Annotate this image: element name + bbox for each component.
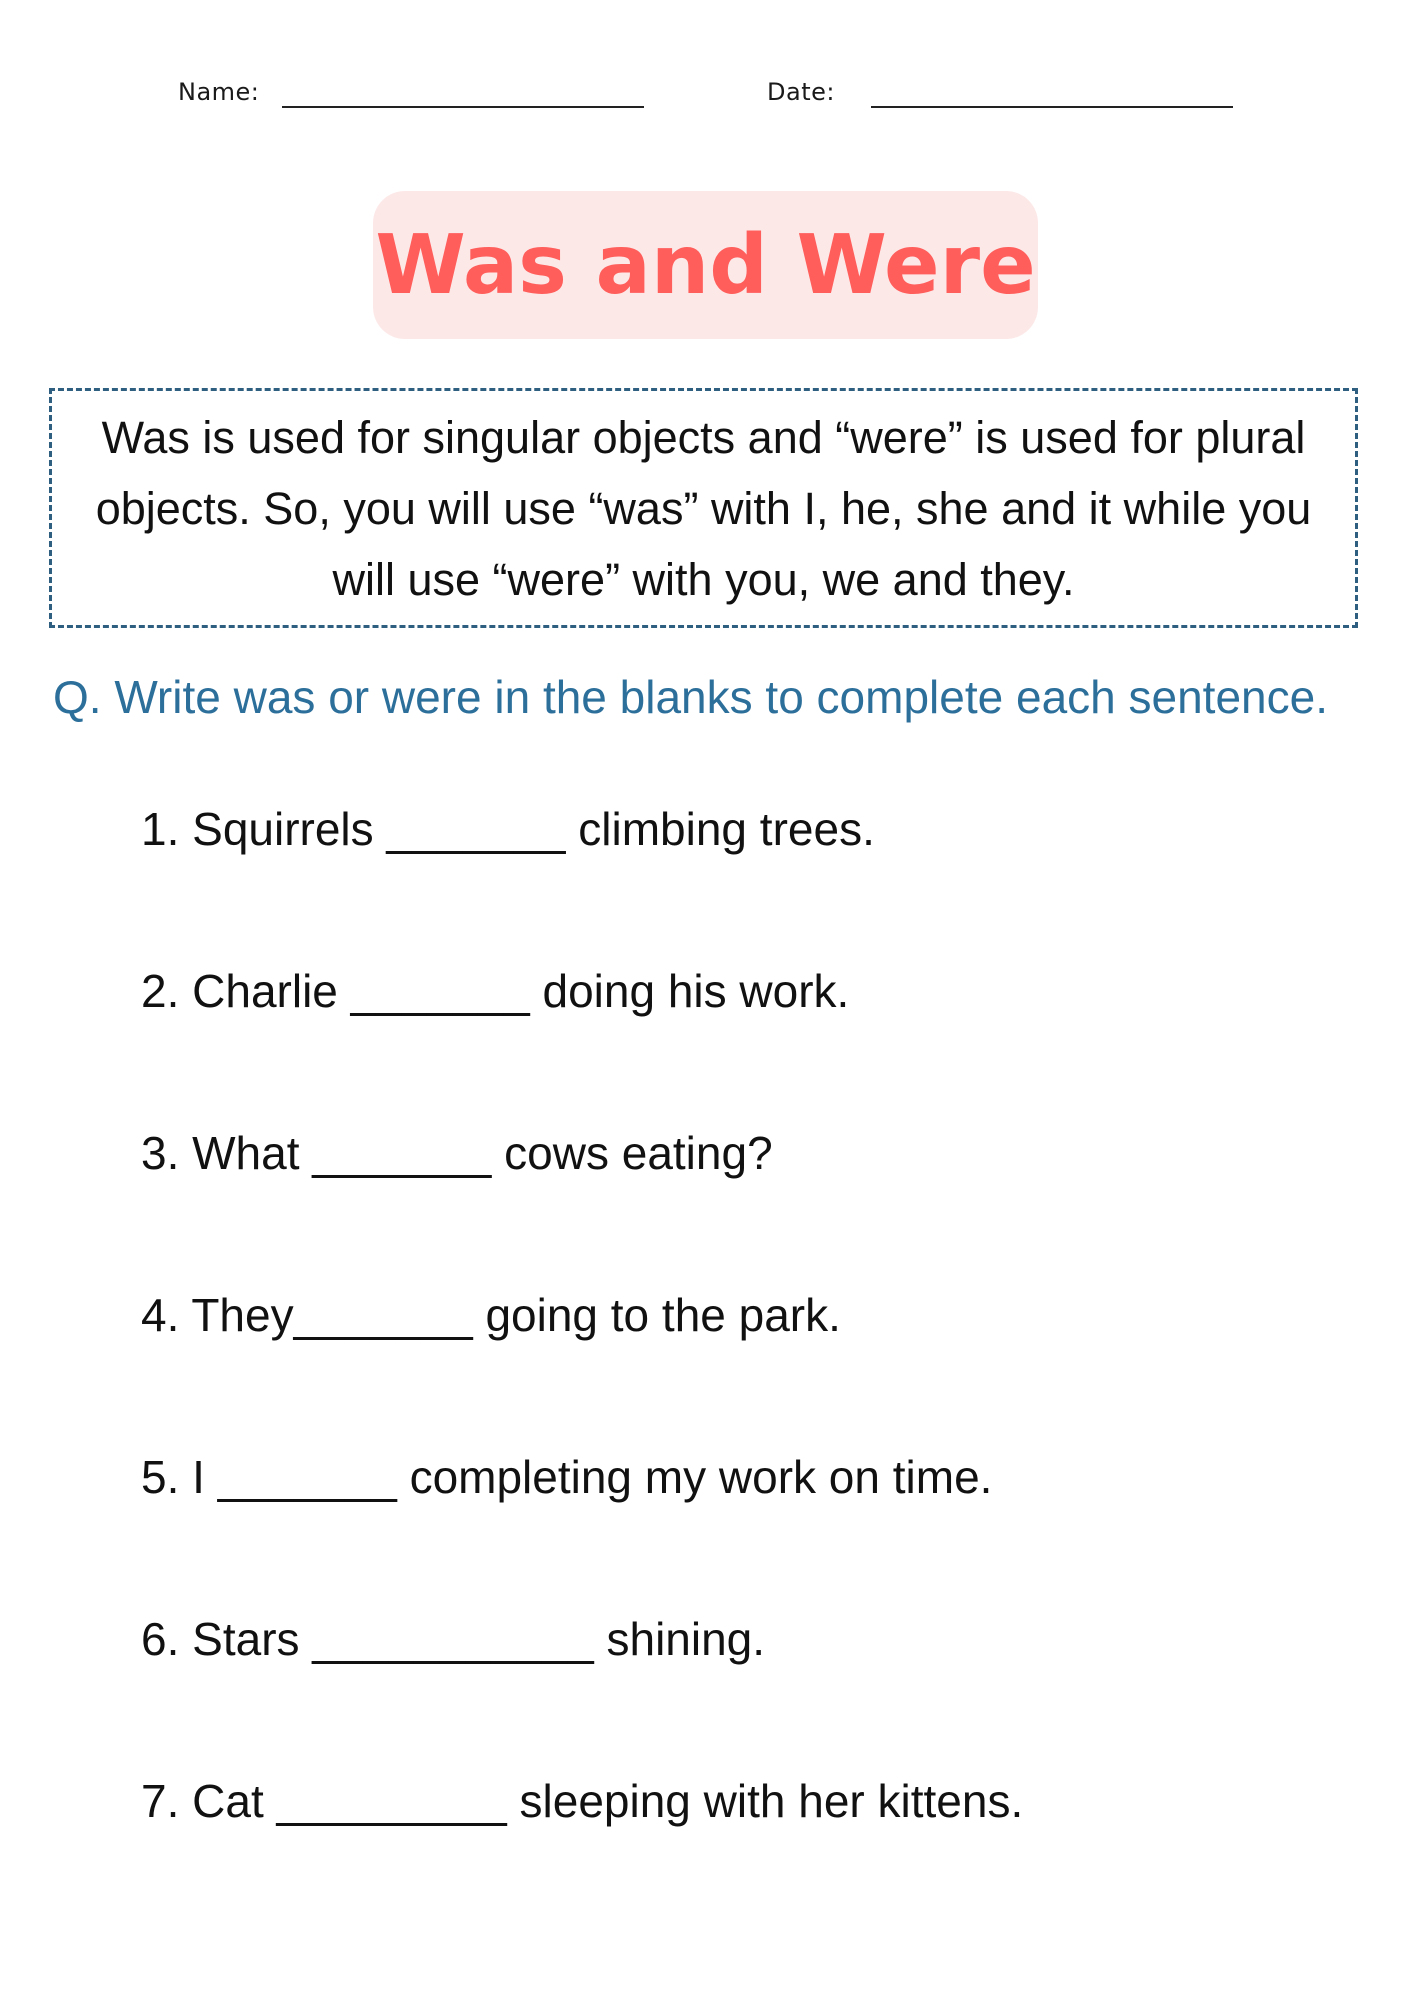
title-box <box>373 191 1038 339</box>
question-3: 3. What _______ cows eating? <box>141 1127 773 1179</box>
rule-box <box>49 388 1358 628</box>
rule-text: Was is used for singular objects and “were” is used for plural objects. So, you will use “was” with I, he, she and it while you will use “were” with you, we and they. <box>95 411 1312 605</box>
question-1: 1. Squirrels _______ climbing trees. <box>141 803 875 855</box>
date-line[interactable] <box>871 106 1233 108</box>
header-row <box>0 0 1414 120</box>
question-5: 5. I _______ completing my work on time. <box>141 1451 993 1503</box>
question-7: 7. Cat _________ sleeping with her kittens. <box>141 1775 1024 1827</box>
question-6: 6. Stars ___________ shining. <box>141 1613 766 1665</box>
question-4: 4. They_______ going to the park. <box>141 1289 841 1341</box>
name-label: Name: <box>178 78 260 106</box>
question-2: 2. Charlie _______ doing his work. <box>141 965 850 1017</box>
name-line[interactable] <box>282 106 644 108</box>
page-title: Was and Were <box>375 217 1036 313</box>
question-list <box>141 800 1023 1934</box>
instruction-text: Q. Write was or were in the blanks to complete each sentence. <box>53 671 1328 723</box>
date-label: Date: <box>767 78 835 106</box>
